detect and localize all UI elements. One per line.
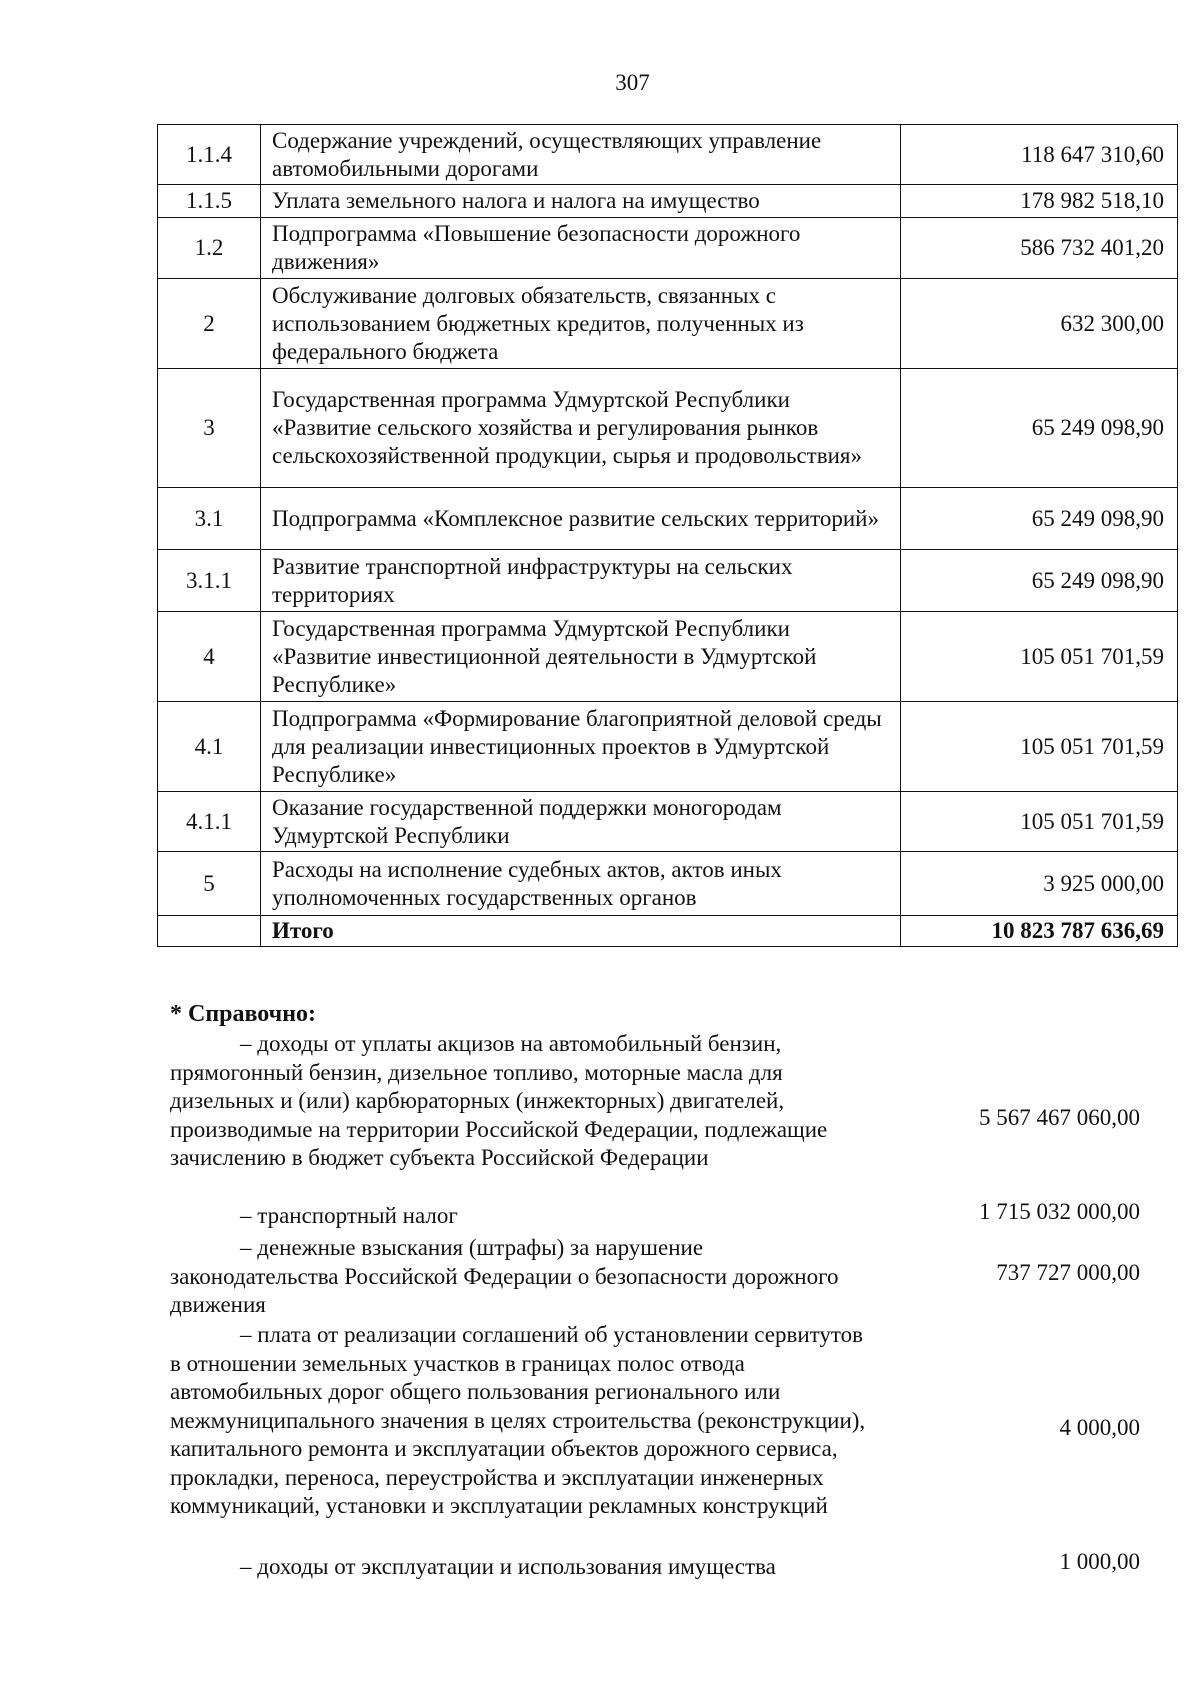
table-row	[158, 792, 1178, 852]
table-row	[158, 852, 1178, 916]
table-row	[158, 488, 1178, 550]
total-amount: 10 823 787 636,69	[901, 916, 1178, 947]
row-name: Развитие транспортной инфраструктуры на сельских территориях	[261, 550, 901, 612]
row-name: Государственная программа Удмуртской Республики «Развитие инвестиционной деятельности в Удмуртской Республике»	[261, 612, 901, 702]
row-code: 3.1	[158, 488, 261, 550]
reference-item-text: – плата от реализации соглашений об установлении сервитутов в отношении земельных участков в границах полос отвода автомобильных дорог общего пользования регионального или межмуниципального значения в целях строительства (реконструкции), капитального ремонта и эксплуатации объектов дорожного сервиса, прокладки, переноса, переустройства и эксплуатации инженерных коммуникаций, установки и эксплуатации рекламных конструкций	[170, 1322, 866, 1518]
row-code: 4.1	[158, 702, 261, 792]
total-row	[158, 916, 1178, 947]
reference-item-text: – транспортный налог	[240, 1203, 458, 1228]
page-number: 307	[615, 70, 650, 95]
row-amount: 65 249 098,90	[901, 488, 1178, 550]
reference-item-servitude	[170, 1321, 1140, 1521]
table-row	[158, 702, 1178, 792]
reference-item-text: – доходы от уплаты акцизов на автомобильный бензин, прямогонный бензин, дизельное топливо, моторные масла для дизельных и (или) карбюраторных (инжекторных) двигателей, производимые на территории Российской Федерации, подлежащие зачислению в бюджет субъекта Российской Федерации	[170, 1031, 828, 1170]
row-code: 3.1.1	[158, 550, 261, 612]
reference-item-transport-tax	[170, 1199, 1140, 1231]
row-code: 1.1.5	[158, 185, 261, 218]
row-name: Оказание государственной поддержки моногородам Удмуртской Республики	[261, 792, 901, 852]
reference-item-amount: 737 727 000,00	[996, 1260, 1140, 1285]
row-amount: 3 925 000,00	[901, 852, 1178, 916]
row-code: 4.1.1	[158, 792, 261, 852]
table-row	[158, 279, 1178, 369]
total-code	[158, 916, 261, 947]
reference-item-amount: 5 567 467 060,00	[979, 1105, 1140, 1130]
table-row	[158, 612, 1178, 702]
reference-item-text: – доходы от эксплуатации и использования имущества	[240, 1554, 776, 1579]
reference-item-amount: 4 000,00	[1059, 1415, 1140, 1440]
reference-item-excise	[170, 1030, 1140, 1173]
row-code: 3	[158, 369, 261, 488]
reference-item-fines	[170, 1234, 1140, 1320]
budget-table	[157, 124, 1178, 947]
row-name: Содержание учреждений, осуществляющих управление автомобильными дорогами	[261, 125, 901, 185]
row-amount: 586 732 401,20	[901, 218, 1178, 279]
row-name: Подпрограмма «Повышение безопасности дорожного движения»	[261, 218, 901, 279]
row-name: Обслуживание долговых обязательств, связанных с использованием бюджетных кредитов, полученных из федерального бюджета	[261, 279, 901, 369]
row-name: Уплата земельного налога и налога на имущество	[261, 185, 901, 218]
row-name: Подпрограмма «Комплексное развитие сельских территорий»	[261, 488, 901, 550]
row-amount: 178 982 518,10	[901, 185, 1178, 218]
reference-item-amount: 1 000,00	[1059, 1549, 1140, 1574]
total-label: Итого	[261, 916, 901, 947]
row-amount: 118 647 310,60	[901, 125, 1178, 185]
table-row	[158, 185, 1178, 218]
row-code: 1.1.4	[158, 125, 261, 185]
row-amount: 105 051 701,59	[901, 792, 1178, 852]
row-code: 2	[158, 279, 261, 369]
table-row	[158, 369, 1178, 488]
reference-item-property-income	[170, 1549, 1140, 1582]
reference-item-amount: 1 715 032 000,00	[979, 1199, 1140, 1224]
row-code: 1.2	[158, 218, 261, 279]
reference-title: * Справочно:	[170, 1001, 317, 1027]
table-row	[158, 218, 1178, 279]
row-amount: 632 300,00	[901, 279, 1178, 369]
row-amount: 105 051 701,59	[901, 612, 1178, 702]
table-row	[158, 125, 1178, 185]
row-amount: 65 249 098,90	[901, 550, 1178, 612]
row-amount: 105 051 701,59	[901, 702, 1178, 792]
row-name: Государственная программа Удмуртской Республики «Развитие сельского хозяйства и регулирования рынков сельскохозяйственной продукции, сырья и продовольствия»	[261, 369, 901, 488]
row-name: Расходы на исполнение судебных актов, актов иных уполномоченных государственных органов	[261, 852, 901, 916]
row-code: 5	[158, 852, 261, 916]
row-amount: 65 249 098,90	[901, 369, 1178, 488]
table-row	[158, 550, 1178, 612]
reference-item-text: – денежные взыскания (штрафы) за нарушение законодательства Российской Федерации о безопасности дорожного движения	[170, 1235, 839, 1317]
row-code: 4	[158, 612, 261, 702]
row-name: Подпрограмма «Формирование благоприятной деловой среды для реализации инвестиционных проектов в Удмуртской Республике»	[261, 702, 901, 792]
